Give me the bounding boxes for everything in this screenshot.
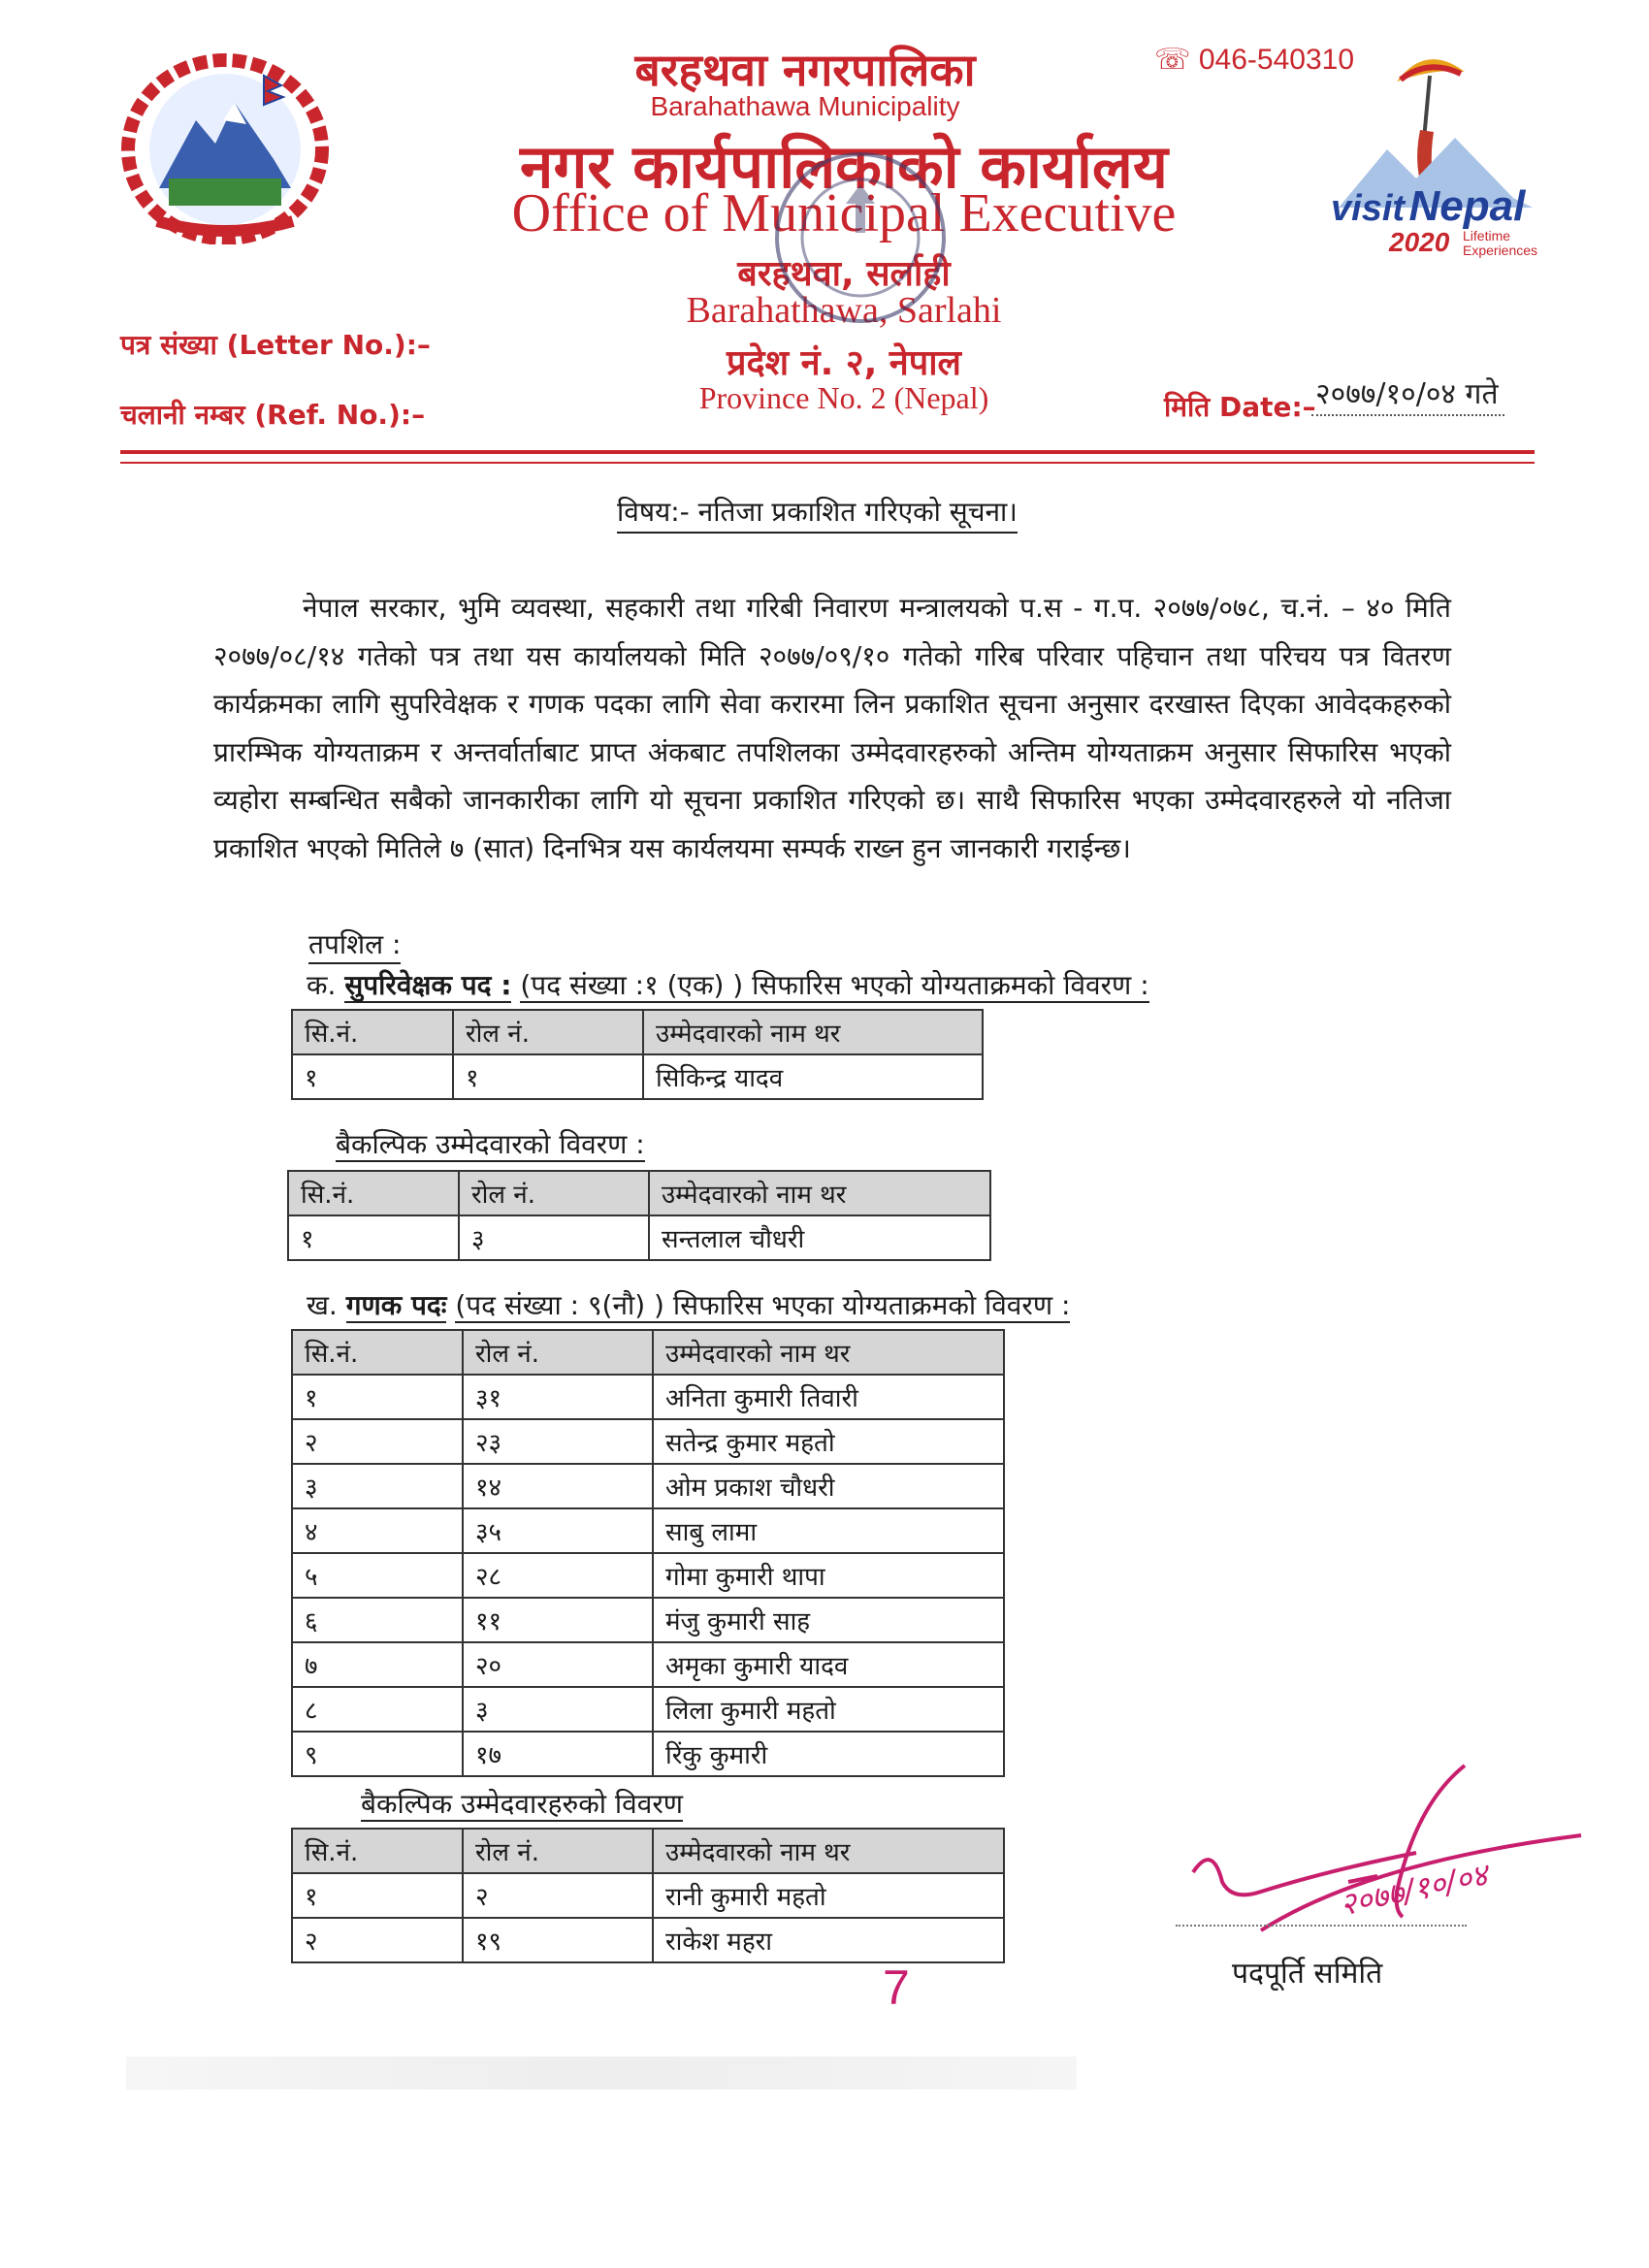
- visit-word: visit: [1331, 188, 1406, 229]
- signature-icon: [1174, 1746, 1591, 1960]
- supervisor-table: [291, 1009, 984, 1100]
- office-stamp-icon: [768, 146, 953, 330]
- nepal-emblem-icon: [118, 43, 332, 244]
- office-name-nepali: नगर कार्यपालिकाको कार्यालय: [520, 131, 1168, 202]
- date-value: २०७७/१०/०४ गते: [1311, 373, 1504, 416]
- cell-sn: १: [292, 1873, 463, 1918]
- place-english: Barahathawa, Sarlahi: [686, 290, 1002, 331]
- tagline-line2: Experiences: [1463, 243, 1538, 258]
- table-row: [292, 1419, 1004, 1464]
- table-row: [292, 1054, 983, 1099]
- province-nepali: प्रदेश नं. २, नेपाल: [727, 343, 961, 383]
- place-nepali: बरहथवा, सर्लाही: [737, 254, 951, 294]
- section-kha-alt-heading: [361, 1785, 683, 1822]
- cell-roll: ३: [463, 1687, 653, 1732]
- cell-sn: ९: [292, 1732, 463, 1776]
- col-sn: सि.नं.: [292, 1010, 453, 1054]
- municipality-name-english: Barahathawa Municipality: [650, 91, 960, 121]
- col-roll: रोल नं.: [463, 1829, 653, 1873]
- table-row: [292, 1375, 1004, 1419]
- table-header-row: [288, 1171, 990, 1215]
- table-row: [292, 1598, 1004, 1642]
- cell-sn: ५: [292, 1553, 463, 1598]
- table-row: [292, 1732, 1004, 1776]
- cell-name: सतेन्द्र कुमार महतो: [653, 1419, 1004, 1464]
- cell-roll: १४: [463, 1464, 653, 1508]
- cell-name: ओम प्रकाश चौधरी: [653, 1464, 1004, 1508]
- body-paragraph: नेपाल सरकार, भुमि व्यवस्था, सहकारी तथा गरिबी निवारण मन्त्रालयको प.स - ग.प. २०७७/०७८, च.नं. – ४० मिति २०७७/०८/१४ गतेको पत्र तथा यस कार्यालयको मिति २०७७/०९/१० गतेको गरिब परिवार पहिचान तथा परिचय पत्र वितरण कार्यक्रमका लागि सुपरिवेक्षक र गणक पदका लागि सेवा करारमा लिन प्रकाशित सूचना अनुसार दरखास्त दिएका आवेदकहरुको प्रारम्भिक योग्यताक्रम र अन्तर्वार्ताबाट प्राप्त अंकबाट तपशिलका उम्मेदवारहरुको अन्तिम योग्यताक्रम अनुसार सिफारिस भएको व्यहोरा सम्बन्धित सबैको जानकारीका लागि यो सूचना प्रकाशित गरिएको छ। साथै सिफारिस भएका उम्मेदवारहरुले यो नतिजा प्रकाशित भएको मितिले ७ (सात) दिनभित्र यस कार्यलयमा सम्पर्क राख्न हुन जानकारी गराईन्छ।: [213, 592, 1451, 864]
- cell-roll: २३: [463, 1419, 653, 1464]
- signature-line: [1176, 1925, 1467, 1927]
- cell-roll: ३१: [463, 1375, 653, 1419]
- table-header-row: [292, 1829, 1004, 1873]
- header-divider-thin: [120, 462, 1535, 464]
- cell-sn: १: [292, 1054, 453, 1099]
- col-sn: सि.नं.: [292, 1330, 463, 1375]
- cell-name: रानी कुमारी महतो: [653, 1873, 1004, 1918]
- section-ka-alt-title: बैकल्पिक उम्मेदवारको विवरण :: [336, 1128, 645, 1160]
- table-row: [292, 1918, 1004, 1962]
- section-ka-post: [344, 969, 511, 1003]
- section-ka-alt-heading: [336, 1125, 645, 1162]
- col-name: उम्मेदवारको नाम थर: [643, 1010, 983, 1054]
- table-row: [292, 1642, 1004, 1687]
- supervisor-alternate-table: [287, 1170, 991, 1261]
- section-ka-heading: [307, 966, 1149, 1003]
- cell-roll: १७: [463, 1732, 653, 1776]
- phone-number: ☏ 046-540310: [1154, 44, 1355, 76]
- cell-roll: १९: [463, 1918, 653, 1962]
- date-label: मिति Date:–: [1164, 391, 1316, 423]
- cell-name: साबु लामा: [653, 1508, 1004, 1553]
- visit-nepal-text: [1331, 182, 1525, 231]
- signature-date: २०७७/१०/०४: [1336, 1856, 1492, 1924]
- scan-artifact: [126, 2057, 1077, 2090]
- section-ka-detail: (पद संख्या :१ (एक) ) सिफारिस भएको योग्यताक्रमको विवरण :: [520, 969, 1149, 1001]
- table-row: [292, 1553, 1004, 1598]
- col-roll: रोल नं.: [453, 1010, 643, 1054]
- cell-name: रिंकु कुमारी: [653, 1732, 1004, 1776]
- cell-sn: ३: [292, 1464, 463, 1508]
- cell-name: मंजु कुमारी साह: [653, 1598, 1004, 1642]
- enumerator-table: [291, 1329, 1005, 1777]
- cell-roll: ११: [463, 1598, 653, 1642]
- cell-name: गोमा कुमारी थापा: [653, 1553, 1004, 1598]
- section-kha-alt-title: बैकल्पिक उम्मेदवारहरुको विवरण: [361, 1788, 684, 1820]
- section-kha-detail: (पद संख्या : ९(नौ) ) सिफारिस भएका योग्यताक्रमको विवरण :: [455, 1289, 1071, 1321]
- section-ka-prefix: क.: [307, 969, 337, 1001]
- cell-sn: ७: [292, 1642, 463, 1687]
- cell-name: अमृका कुमारी यादव: [653, 1642, 1004, 1687]
- cell-name: लिला कुमारी महतो: [653, 1687, 1004, 1732]
- col-roll: रोल नं.: [463, 1330, 653, 1375]
- col-roll: रोल नं.: [459, 1171, 649, 1215]
- office-name-english: Office of Municipal Executive: [511, 183, 1177, 243]
- table-header-row: [292, 1330, 1004, 1375]
- enumerator-alternate-table: [291, 1828, 1005, 1963]
- handwritten-mark: 7: [883, 1960, 910, 2015]
- visit-nepal-year: 2020: [1389, 227, 1450, 257]
- cell-name: राकेश महरा: [653, 1918, 1004, 1962]
- col-name: उम्मेदवारको नाम थर: [653, 1330, 1004, 1375]
- cell-sn: ४: [292, 1508, 463, 1553]
- province-english: Province No. 2 (Nepal): [698, 380, 989, 415]
- cell-sn: १: [288, 1215, 459, 1260]
- subject-line: विषय:- नतिजा प्रकाशित गरिएको सूचना।: [617, 493, 1018, 534]
- tagline-line1: Lifetime: [1463, 228, 1511, 243]
- cell-sn: २: [292, 1419, 463, 1464]
- phone-number-text: 046-540310: [1198, 44, 1355, 76]
- visit-nepal-tagline: [1463, 229, 1537, 258]
- cell-sn: ६: [292, 1598, 463, 1642]
- table-row: [292, 1508, 1004, 1553]
- section-kha-prefix: ख.: [307, 1289, 338, 1321]
- cell-sn: २: [292, 1918, 463, 1962]
- table-row: [292, 1464, 1004, 1508]
- table-row: [288, 1215, 990, 1260]
- cell-roll: २८: [463, 1553, 653, 1598]
- table-header-row: [292, 1010, 983, 1054]
- cell-sn: १: [292, 1375, 463, 1419]
- header-divider-thick: [120, 450, 1535, 454]
- cell-roll: १: [453, 1054, 643, 1099]
- letter-no-label: पत्र संख्या (Letter No.):–: [120, 329, 431, 361]
- cell-roll: ३५: [463, 1508, 653, 1553]
- section-kha-post-text: गणक पदः: [345, 1289, 447, 1321]
- tapasil-heading: तपशिल :: [308, 925, 401, 964]
- col-sn: सि.नं.: [288, 1171, 459, 1215]
- cell-sn: ८: [292, 1687, 463, 1732]
- ref-no-label: चलानी नम्बर (Ref. No.):–: [120, 399, 426, 431]
- cell-name: सिकिन्द्र यादव: [643, 1054, 983, 1099]
- nepal-word: Nepal: [1408, 182, 1526, 230]
- cell-roll: ३: [459, 1215, 649, 1260]
- committee-name: पदपूर्ति समिति: [1232, 1957, 1383, 1991]
- section-ka-post-text: सुपरिवेक्षक पद :: [344, 969, 512, 1001]
- col-sn: सि.नं.: [292, 1829, 463, 1873]
- cell-name: सन्तलाल चौधरी: [649, 1215, 990, 1260]
- cell-name: अनिता कुमारी तिवारी: [653, 1375, 1004, 1419]
- cell-roll: २: [463, 1873, 653, 1918]
- col-name: उम्मेदवारको नाम थर: [649, 1171, 990, 1215]
- section-kha-heading: [307, 1286, 1070, 1323]
- col-name: उम्मेदवारको नाम थर: [653, 1829, 1004, 1873]
- table-row: [292, 1873, 1004, 1918]
- table-row: [292, 1687, 1004, 1732]
- section-kha-post: [346, 1289, 447, 1323]
- municipality-name-nepali: बरहथवा नगरपालिका: [634, 44, 976, 96]
- cell-roll: २०: [463, 1642, 653, 1687]
